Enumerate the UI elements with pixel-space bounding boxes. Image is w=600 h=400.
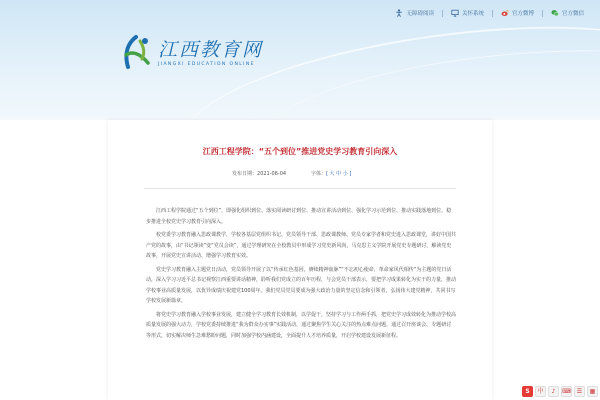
grid-icon[interactable]: ▦: [587, 386, 598, 397]
chinese-mode-icon[interactable]: 中: [535, 386, 546, 397]
font-size-selector: [311, 170, 351, 177]
ime-toolbar: [522, 386, 598, 397]
sogou-ime-icon[interactable]: S: [522, 386, 533, 397]
publish-date: [232, 170, 286, 177]
font-label: 字体：: [311, 171, 327, 177]
top-nav: [387, 9, 592, 17]
article-paragraph: 将党史学习教育融入学校事业发展，建立健全学习教育长效机制，以学促干，坚持学习与工作两手抓，把党史学习成效转化为推动学校高质量发展的强大动力，学校党委持续推进“我为群众办实事”实践活动，通过聚焦学生关心关注的热点难点问题，通过召开座谈会、专题研讨等形式，切实解决师生急难愁盼问题，同时加强学校内涵建设，全面提升人才培养质量，开启学校建设发展新征程。: [146, 311, 457, 339]
article-paragraph: 江西工程学院通过“五个到位”，即强化组织到位、落实阅读研讨到位、推动宣讲活动到位、强化学习示范到位、推动实践落地到位，稳步推进全校党史学习教育引向深入。: [146, 208, 452, 225]
monitor-icon: [451, 9, 459, 17]
date-label: 发布日期：: [232, 171, 258, 177]
article-body: [146, 206, 456, 344]
top-nav-accessibility[interactable]: [387, 9, 442, 17]
article-paragraph: 校党委学习教育融入思政课教学，学校各基层党组织书记、党员领导干部、思政课教师、党员专家学者和党史进入思政课堂，讲好中国共产党的故事，由“书记领读”变“党员会读”，通过学理研究在全校教员中形成学习党史新风尚，马克思主义学院开展党史专题研讨，解读党史故事，开展党史宣讲活动、增强学习教育实效。: [146, 232, 457, 259]
article-paragraph: 党史学习教育融入主题党日活动，党员领导开展了以“传承红色基因，赓续精神血脉”“不忘初心使命，革命家风代相传”为主题的党日活动，深入学习习近平总书记视察江西重要讲话精神，聆听我们党成立的百年历程，与会党员干部表示，要把学习成果转化为实干的力量，推动学校事业高质量发展，以优异成绩庆祝建党100周年。我们党员党员要成为强大政治力量的坚定信念和引领者，弘扬伟大建党精神，共同书写学校发展新篇章。: [146, 266, 457, 304]
article-title: 江西工程学院：“五个到位”推进党史学习教育引向深入: [202, 147, 398, 156]
date-value: 2021-06-04: [257, 171, 287, 177]
logo-text: [158, 40, 263, 67]
top-nav-weibo[interactable]: [493, 9, 542, 17]
logo-mark-icon: [118, 33, 154, 73]
top-nav-wechat[interactable]: [543, 9, 592, 17]
site-logo[interactable]: [118, 33, 263, 73]
top-nav-label: 官方微博: [511, 11, 534, 17]
article-panel: [108, 120, 492, 400]
accessibility-icon: [395, 9, 403, 17]
top-nav-care-system[interactable]: [443, 9, 492, 17]
weibo-icon: [501, 9, 509, 17]
keyboard-icon[interactable]: ⌨: [562, 388, 571, 395]
sound-icon[interactable]: ♪: [548, 386, 559, 397]
wechat-icon: [551, 9, 559, 17]
logo-chinese: 江西教育网: [158, 38, 264, 61]
top-nav-label: 关怀系统: [461, 11, 484, 17]
menu-icon[interactable]: ☰: [574, 386, 585, 397]
top-nav-label: 无障碍阅读: [406, 11, 434, 17]
top-nav-label: 官方微信: [561, 11, 584, 17]
header-banner: [0, 0, 600, 120]
font-size-options[interactable]: [ 大 中 小 ]: [326, 171, 352, 177]
logo-english: JIANGXI EDUCATION ONLINE: [158, 61, 255, 67]
divider: [144, 188, 456, 189]
